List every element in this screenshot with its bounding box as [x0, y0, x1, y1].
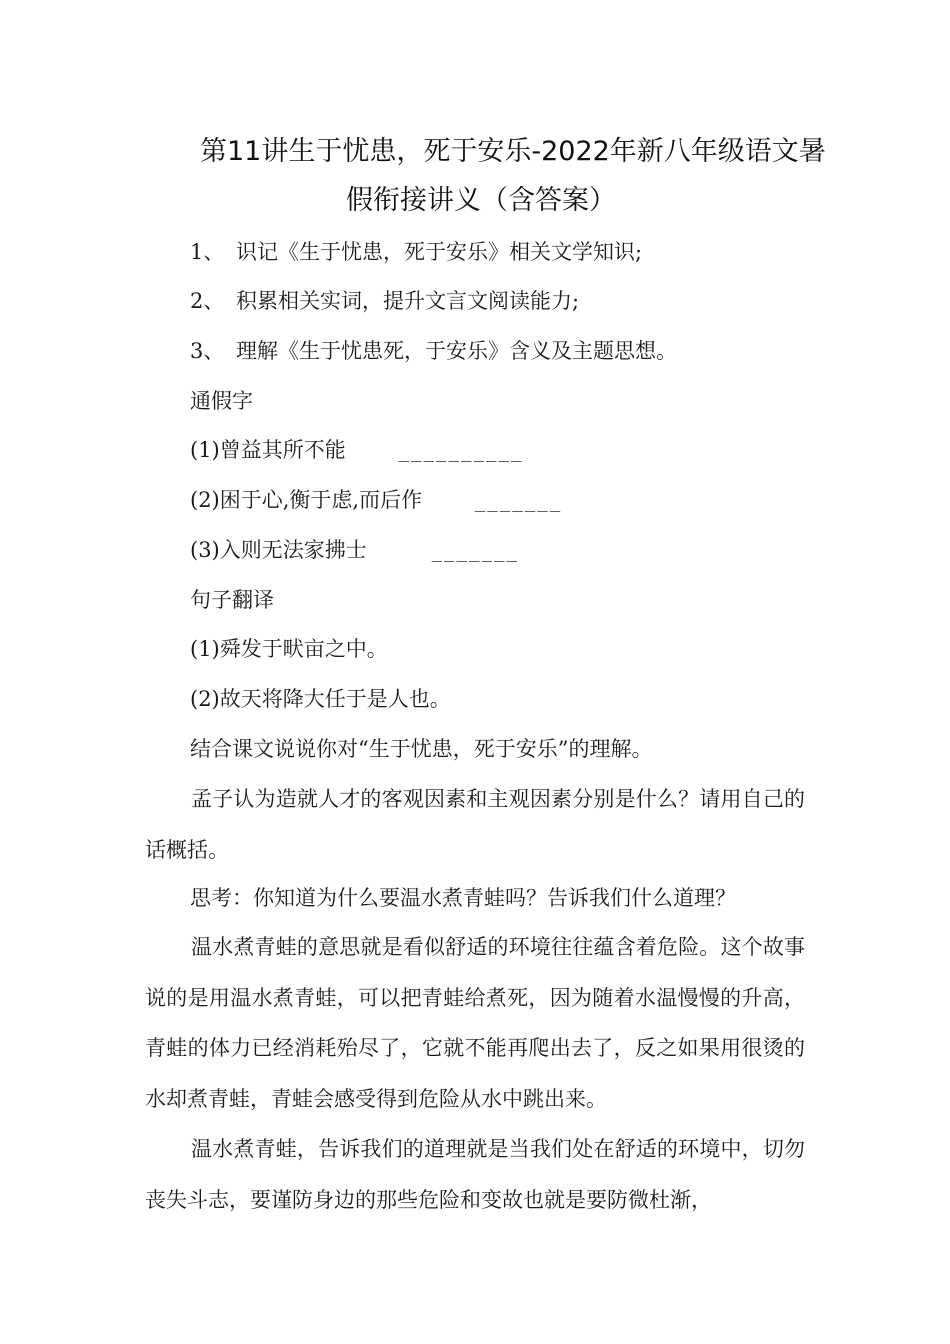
objective-item: [190, 289, 579, 313]
tongjiazi-text: (3)入则无法家拂士: [190, 538, 367, 562]
answer-paragraph-1: 温水煮青蛙的意思就是看似舒适的环境往往蕴含着危险。这个故事说的是用温水煮青蛙，可以把青蛙给煮死，因为随着水温慢慢的升高，青蛙的体力已经消耗殆尽了，它就不能再爬出去了，反之如果用很烫的水却煮青蛙，青蛙会感受得到危险从水中跳出来。: [145, 935, 805, 1111]
translation-item: (2)故天将降大任于是人也。: [190, 687, 451, 711]
objective-text: 识记《生于忧患，死于安乐》相关文学知识;: [236, 240, 643, 264]
translation-item: (1)舜发于畎亩之中。: [190, 637, 388, 661]
document-title-line1: 第11讲生于忧患，死于安乐-2022年新八年级语文暑: [200, 136, 826, 167]
answer-blank[interactable]: _______: [431, 538, 519, 562]
section-heading-tongjiazi: 通假字: [190, 389, 253, 413]
objective-item: [190, 240, 642, 264]
objective-number: 1、: [190, 240, 225, 264]
answer-blank[interactable]: __________: [398, 438, 524, 462]
section-heading-translation: 句子翻译: [190, 588, 274, 612]
objective-number: 2、: [190, 289, 225, 313]
tongjiazi-text: (2)困于心,衡于虑,而后作: [190, 488, 423, 512]
document-title-line2: 假衔接讲义（含答案）: [346, 185, 616, 216]
tongjiazi-item: [190, 488, 562, 512]
tongjiazi-item: [190, 538, 519, 562]
objective-number: 3、: [190, 339, 225, 363]
question-understanding: 结合课文说说你对“生于忧患，死于安乐”的理解。: [190, 737, 653, 761]
objective-text: 积累相关实词，提升文言文阅读能力;: [236, 289, 580, 313]
tongjiazi-text: (1)曾益其所不能: [190, 438, 346, 462]
answer-paragraph-2: 温水煮青蛙，告诉我们的道理就是当我们处在舒适的环境中，切勿丧失斗志，要谨防身边的那些危险和变故也就是要防微杜渐，: [145, 1137, 805, 1212]
question-think: 思考：你知道为什么要温水煮青蛙吗？告诉我们什么道理？: [190, 886, 736, 910]
answer-blank[interactable]: _______: [474, 488, 563, 512]
question-talent-factors: 孟子认为造就人才的客观因素和主观因素分别是什么？请用自己的话概括。: [145, 787, 805, 862]
tongjiazi-item: [190, 438, 523, 462]
objective-text: 理解《生于忧患死，于安乐》含义及主题思想。: [236, 339, 677, 363]
objective-item: [190, 339, 677, 363]
